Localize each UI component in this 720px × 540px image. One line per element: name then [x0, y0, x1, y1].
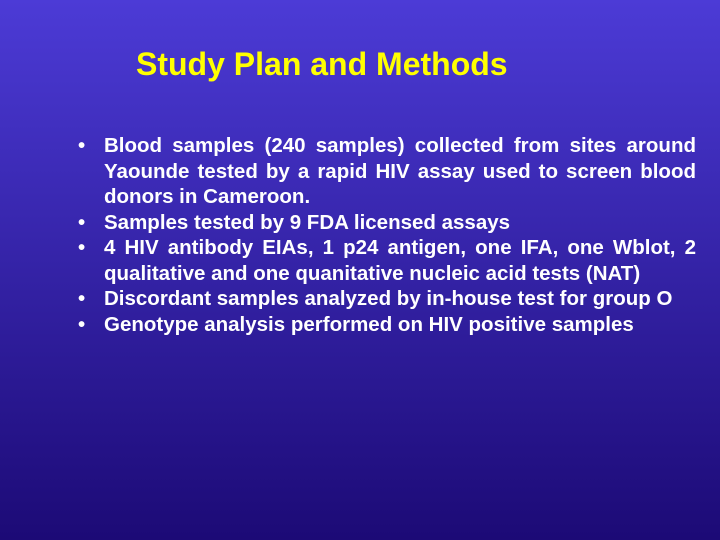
bullet-icon: • — [78, 312, 86, 336]
bullet-item — [78, 210, 696, 236]
bullet-icon: • — [78, 210, 86, 234]
bullet-item — [78, 235, 696, 286]
bullet-text: Discordant samples analyzed by in-house test for group O — [104, 287, 673, 310]
bullet-item — [78, 286, 696, 312]
bullet-text: Genotype analysis performed on HIV positive samples — [104, 312, 634, 336]
slide-title: Study Plan and Methods — [136, 46, 508, 82]
bullet-icon: • — [78, 134, 86, 157]
bullet-text: Blood samples (240 samples) collected from sites around Yaounde tested by a rapid HIV assay used to screen blood donors in Cameroon. — [104, 134, 696, 208]
bullet-icon: • — [78, 287, 86, 310]
bullet-item — [78, 312, 696, 338]
bullet-text: 4 HIV antibody EIAs, 1 p24 antigen, one IFA, one Wblot, 2 qualitative and one quanitative nucleic acid tests (NAT) — [104, 236, 696, 285]
bullet-list — [78, 133, 696, 337]
bullet-icon: • — [78, 236, 86, 259]
bullet-text: Samples tested by 9 FDA licensed assays — [104, 210, 511, 234]
bullet-item — [78, 133, 696, 210]
